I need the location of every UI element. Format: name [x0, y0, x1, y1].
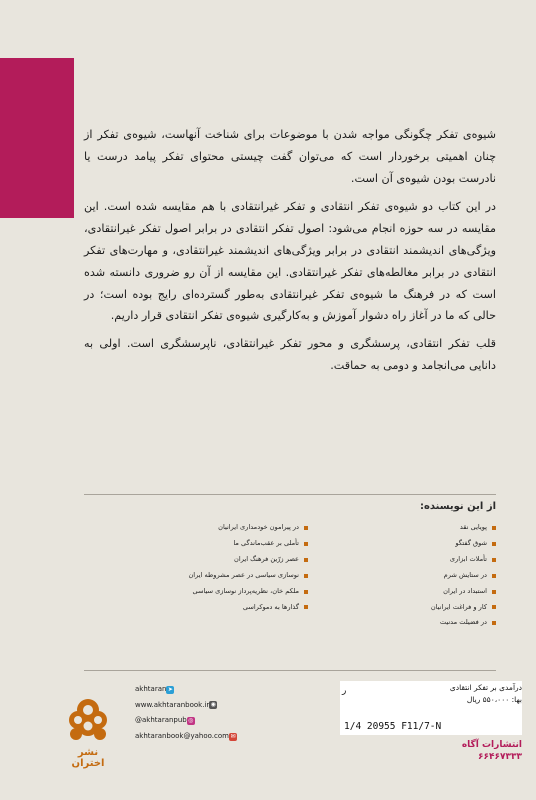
- instagram-icon: ◎: [188, 716, 194, 724]
- isbn-mark: ر: [342, 686, 347, 696]
- book-item: پویایی نقد: [356, 520, 496, 536]
- divider-bottom: [84, 670, 496, 671]
- book-item: شوق گفتگو: [356, 536, 496, 552]
- divider-top: [84, 494, 496, 495]
- publisher-contacts: [135, 682, 242, 744]
- bullet-icon: [304, 605, 308, 609]
- book-list-left: [133, 520, 308, 615]
- bullet-icon: [492, 621, 496, 625]
- contact-telegram[interactable]: akhtaran ➤: [135, 685, 173, 693]
- book-item: تأملی بر عقب‌ماندگی ما: [133, 536, 308, 552]
- bullet-icon: [304, 526, 308, 530]
- contact-email[interactable]: akhtaranbook@yahoo.com ✉: [135, 731, 236, 740]
- book-item: در فضیلت مدنیت: [356, 615, 496, 631]
- book-item: تأملات ابزاری: [356, 552, 496, 568]
- contact-instagram[interactable]: @akhtaranpub ◎: [135, 716, 194, 725]
- book-item: نوسازی سیاسی در عصر مشروطه ایران: [133, 568, 308, 584]
- publisher-logo-icon: [66, 690, 110, 754]
- book-item: ملکم خان، نظریه‌پرداز نوسازی سیاسی: [133, 584, 308, 600]
- book-item: استبداد در ایران: [356, 584, 496, 600]
- barcode-book-title: درآمدی بر تفکر انتقادی: [449, 683, 522, 692]
- telegram-icon: ➤: [167, 685, 173, 693]
- paragraph-1: شیوه‌ی تفکر چگونگی مواجه شدن با موضوعات برای شناخت آنهاست، شیوه‌ی تفکر از چنان اهمیتی برخوردار است که می‌توان گفت چیستی محتوای تفکر پیامد درست یا نادرست بودن شیوه‌ی آن است.: [84, 128, 496, 185]
- book-item: کار و فراغت ایرانیان: [356, 600, 496, 616]
- web-icon: ◉: [210, 701, 216, 709]
- accent-bar: [0, 58, 74, 218]
- distributor: [340, 739, 522, 763]
- barcode-panel: [340, 681, 522, 735]
- bullet-icon: [492, 605, 496, 609]
- authors-heading: از این نویسنده:: [419, 501, 496, 512]
- distributor-name: انتشارات آگاه: [461, 740, 522, 750]
- paragraph-3: قلب تفکر انتقادی، پرسشگری و محور تفکر غیرانتقادی، ناپرسشگری است. اولی به دانایی می‌انجامد و دومی به حماقت.: [84, 337, 496, 372]
- bullet-icon: [304, 574, 308, 578]
- book-list-right: [356, 520, 496, 631]
- bullet-icon: [492, 558, 496, 562]
- barcode-code: 1/4 20955 F11/7-N: [344, 721, 442, 732]
- paragraph-2: در این کتاب دو شیوه‌ی تفکر انتقادی و تفکر غیرانتقادی با هم مقایسه شده است. این مقایسه در سه حوزه انجام می‌شود: اصول تفکر انتقادی در برابر اصول تفکر غیرانتقادی، ویژگی‌های اندیشمند انتقادی در برابر ویژگی‌های اندیشمند غیرانتقادی، و مهارت‌های تفکر انتقادی در برابر مغالطه‌های تفکر غیرانتقادی. این مقایسه از آن رو ضروری دانسته شده است که در فرهنگ ما شیوه‌ی تفکر غیرانتقادی به‌طور گسترده‌ای رایج بوده است؛ در حالی که ما در آغاز راه دشوار آموزش و به‌کارگیری شیوه‌ی تفکر انتقادی قرار داریم.: [84, 200, 496, 323]
- book-item: گذارها به دموکراسی: [133, 600, 308, 616]
- book-item: در پیرامون خودمداری ایرانیان: [133, 520, 308, 536]
- barcode-price: بها: ۵۵۰،۰۰۰ ریال: [466, 695, 522, 704]
- distributor-phone: ۶۶۴۶۷۳۳۳: [478, 752, 522, 762]
- bullet-icon: [492, 542, 496, 546]
- bullet-icon: [304, 558, 308, 562]
- bullet-icon: [492, 574, 496, 578]
- bullet-icon: [492, 590, 496, 594]
- publisher-logo-label: نشر اختران: [71, 747, 105, 769]
- book-item: در ستایش شرم: [356, 568, 496, 584]
- bullet-icon: [492, 526, 496, 530]
- contact-website[interactable]: www.akhtaranbook.ir ◉: [135, 700, 216, 709]
- email-icon: ✉: [230, 732, 236, 740]
- book-item: عصر زرّین فرهنگ ایران: [133, 552, 308, 568]
- bullet-icon: [304, 542, 308, 546]
- back-cover-text: [84, 124, 496, 383]
- bullet-icon: [304, 590, 308, 594]
